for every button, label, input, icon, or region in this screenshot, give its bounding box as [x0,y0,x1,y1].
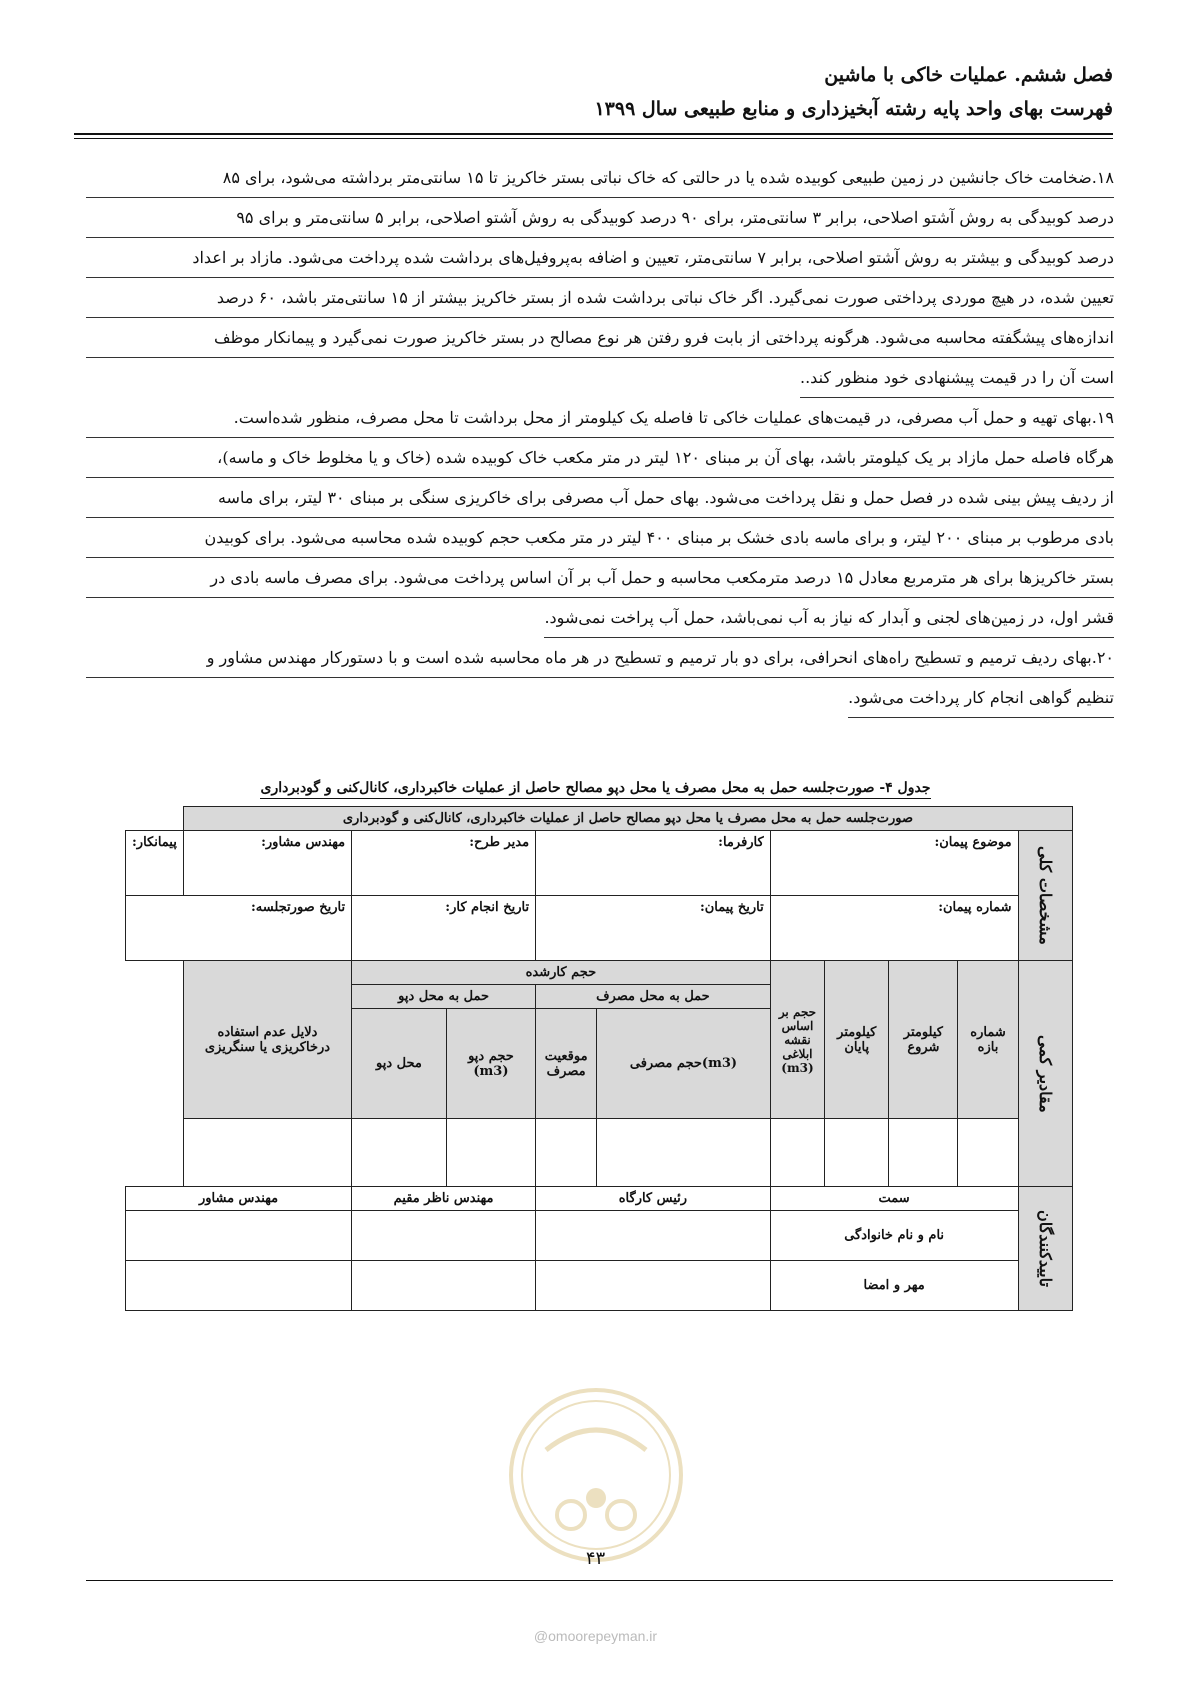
text-line: تنظیم گواهی انجام کار پرداخت می‌شود. [848,678,1114,718]
page-header [73,58,1113,126]
table-title: صورت‌جلسه حمل به محل مصرف یا محل دپو مصالح حاصل از عملیات خاکبرداری، کانال‌کنی و گودبرداری [183,807,1072,831]
work-date-cell[interactable]: تاریخ انجام کار: [352,896,536,961]
site-head-signature-cell[interactable] [536,1261,771,1311]
text-line: ۱۸.ضخامت خاک جانشین در زمین طبیعی کوبیده شده یا در حالتی که خاک نباتی بستر خاکریز تا ۱۵ سانتی‌متر برداشته می‌شود، برای ۸۵ [86,158,1114,198]
table-caption: جدول ۴- صورت‌جلسه حمل به محل مصرف یا محل دپو مصالح حاصل از عملیات خاکبرداری، کانال‌کنی و گودبرداری [0,780,1191,796]
full-name-label: نام و نام خانوادگی [770,1211,1018,1261]
col-volume-used: (m3)حجم مصرفی [597,1009,771,1119]
data-cell[interactable] [958,1119,1018,1187]
text-line: هرگاه فاصله حمل مازاد بر یک کیلومتر باشد، بهای آن بر مبنای ۱۲۰ لیتر در متر مکعب خاک کوبیده شده (خاک و یا مخلوط خاک و ماسه)، [86,438,1114,478]
contract-number-cell[interactable]: شماره پیمان: [770,896,1018,961]
contract-date-cell[interactable]: تاریخ پیمان: [536,896,771,961]
text-line: ۱۹.بهای تهیه و حمل آب مصرفی، در قیمت‌های عملیات خاکی تا فاصله یک کیلومتر از محل برداشت تا محل مصرف، منظور شده‌است. [86,398,1114,438]
data-cell[interactable] [770,1119,825,1187]
text-line: است آن را در قیمت پیشنهادی خود منظور کند.. [800,358,1114,398]
text-line: ۲۰.بهای ردیف ترمیم و تسطیح راه‌های انحرافی، برای دو بار ترمیم و تسطیح در هر ماه محاسبه شده است و با دستورکار مهندس مشاور و [86,638,1114,678]
site-head-header: رئیس کارگاه [536,1187,771,1211]
col-segment: شماره بازه [958,961,1018,1119]
text-line: تعیین شده، در هیچ موردی پرداختی صورت نمی‌گیرد. اگر خاک نباتی برداشت شده از بستر خاکریز بیشتر از ۱۵ سانتی‌متر باشد، ۶۰ درصد [86,278,1114,318]
data-cell[interactable] [446,1119,535,1187]
contractor-cell[interactable]: پیمانکار: [126,831,184,896]
header-rule-thin [74,138,1113,139]
col-reasons: دلایل عدم استفاده درخاکریزی یا سنگریزی [183,961,351,1119]
consultant-engineer-name-cell[interactable] [126,1211,352,1261]
consultant-engineer-header: مهندس مشاور [126,1187,352,1211]
data-cell[interactable] [597,1119,771,1187]
text-line: درصد کوبیدگی و بیشتر به روش آشتو اصلاحی، برابر ۷ سانتی‌متر، تعیین و اضافه به‌پروفیل‌های برداشت شده پرداخت می‌شود. مازاد بر اعداد [86,238,1114,278]
col-km-end: کیلومتر پایان [825,961,889,1119]
data-cell[interactable] [889,1119,958,1187]
paragraph-20 [86,638,1114,718]
header-rule-thick [74,133,1113,135]
chapter-title: فصل ششم. عملیات خاکی با ماشین [824,64,1113,86]
project-manager-cell[interactable]: مدیر طرح: [352,831,536,896]
book-title: فهرست بهای واحد پایه رشته آبخیزداری و منابع طبیعی سال ۱۳۹۹ [594,98,1113,120]
consultant-cell[interactable]: مهندس مشاور: [183,831,351,896]
paragraph-18 [86,158,1114,398]
data-cell[interactable] [825,1119,889,1187]
col-km-start: کیلومتر شروع [889,961,958,1119]
text-line: قشر اول، در زمین‌های لجنی و آبدار که نیاز به آب نمی‌باشد، حمل آب پراخت نمی‌شود. [544,598,1114,638]
col-haul-depot: حمل به محل دپو [352,985,536,1009]
text-line: درصد کوبیدگی به روش آشتو اصلاحی، برابر ۳ سانتی‌متر، برای ۹۰ درصد کوبیدگی به روش آشتو اصلاحی، برابر ۵ سانتی‌متر و برای ۹۵ [86,198,1114,238]
role-header: سمت [770,1187,1018,1211]
col-depot-location: محل دپو [352,1009,447,1119]
resident-engineer-name-cell[interactable] [352,1211,536,1261]
data-cell[interactable] [183,1119,351,1187]
col-volume-plan: حجم بر اساس نقشه ابلاغی (m3) [770,961,825,1119]
section-approvers-label: تاییدکنندگان [1018,1187,1072,1311]
resident-engineer-signature-cell[interactable] [352,1261,536,1311]
haul-minutes-table [125,806,1073,1311]
page-number: ۴۳ [585,1548,606,1569]
text-line: اندازه‌های پیشگفته محاسبه می‌شود. هرگونه پرداختی از بابت فرو رفتن هر نوع مصالح در بستر خاکریز صورت نمی‌گیرد و پیمانکار موظف [86,318,1114,358]
resident-engineer-header: مهندس ناظر مقیم [352,1187,536,1211]
text-line: بادی مرطوب بر مبنای ۲۰۰ لیتر، و برای ماسه بادی خشک بر مبنای ۴۰۰ لیتر در متر مکعب حجم کوبیده شده محاسبه می‌شود. برای کوبیدن [86,518,1114,558]
section-general-label: مشخصات کلی [1018,831,1072,961]
data-cell[interactable] [536,1119,597,1187]
website-watermark: @omoorepeyman.ir [533,1628,658,1644]
col-volume-worked: حجم کارشده [352,961,771,985]
section-quantities-label: مقادیر کمی [1018,961,1072,1187]
site-head-name-cell[interactable] [536,1211,771,1261]
text-line: از ردیف پیش بینی شده در فصل حمل و نقل پرداخت می‌شود. بهای حمل آب مصرفی برای خاکریزی سنگی بر مبنای ۳۰ لیتر، برای ماسه [86,478,1114,518]
stamp-signature-label: مهر و امضا [770,1261,1018,1311]
body-text [86,158,1114,718]
minutes-date-cell[interactable]: تاریخ صورتجلسه: [126,896,352,961]
footer-rule [86,1580,1113,1581]
employer-cell[interactable]: کارفرما: [536,831,771,896]
contract-subject-cell[interactable]: موضوع پیمان: [770,831,1018,896]
consultant-engineer-signature-cell[interactable] [126,1261,352,1311]
col-depot-volume: حجم دپو (m3) [446,1009,535,1119]
paragraph-19 [86,398,1114,638]
text-line: بستر خاکریزها برای هر مترمربع معادل ۱۵ درصد مترمکعب محاسبه و حمل آب بر آن اساس پرداخت می‌شود. برای مصرف ماسه بادی در [86,558,1114,598]
watermark-logo [506,1380,686,1570]
data-cell[interactable] [352,1119,447,1187]
col-haul-use: حمل به محل مصرف [536,985,771,1009]
col-use-location: موقعیت مصرف [536,1009,597,1119]
